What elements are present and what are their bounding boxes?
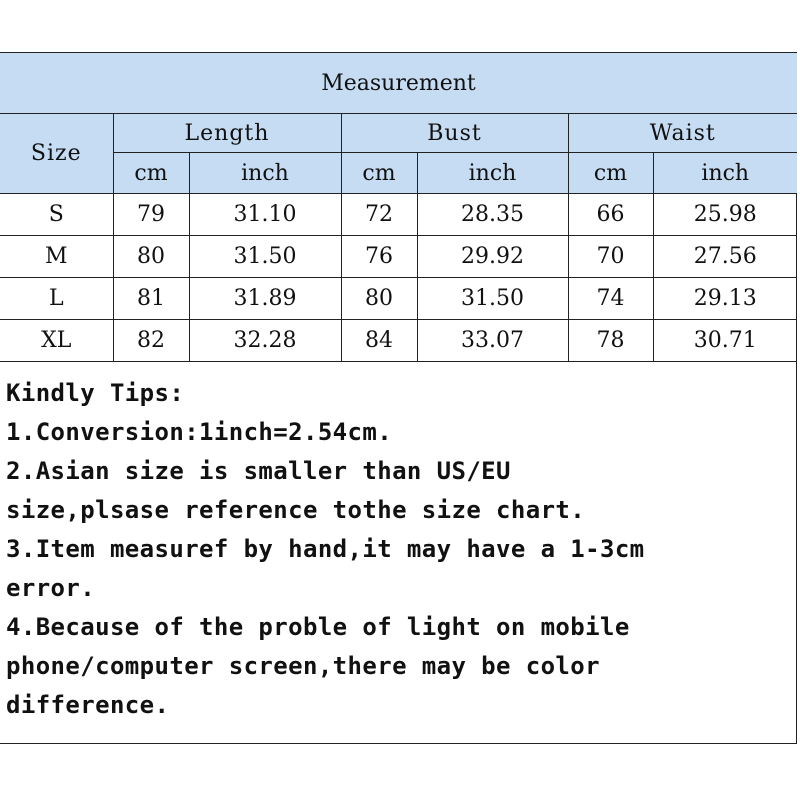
unit-header: inch	[653, 153, 797, 194]
value-cell: 31.89	[189, 278, 341, 320]
table-row	[0, 194, 797, 236]
value-cell: 32.28	[189, 320, 341, 362]
tip-line: phone/computer screen,there may be color	[6, 652, 600, 680]
unit-header: cm	[341, 153, 417, 194]
value-cell: 33.07	[417, 320, 568, 362]
size-cell: XL	[0, 320, 113, 362]
unit-header: inch	[189, 153, 341, 194]
value-cell: 28.35	[417, 194, 568, 236]
value-cell: 30.71	[653, 320, 797, 362]
value-cell: 66	[568, 194, 653, 236]
value-cell: 78	[568, 320, 653, 362]
tips-section	[0, 362, 796, 725]
value-cell: 82	[113, 320, 189, 362]
tip-line: size,plsase reference tothe size chart.	[6, 496, 586, 524]
waist-header: Waist	[568, 114, 797, 153]
table-row	[0, 236, 797, 278]
value-cell: 81	[113, 278, 189, 320]
tip-line: 3.Item measuref by hand,it may have a 1-3cm	[6, 535, 645, 563]
tip-line: 2.Asian size is smaller than US/EU	[6, 457, 511, 485]
value-cell: 76	[341, 236, 417, 278]
table-title: Measurement	[0, 53, 797, 114]
tip-line: 4.Because of the proble of light on mobile	[6, 613, 630, 641]
value-cell: 31.50	[417, 278, 568, 320]
value-cell: 80	[113, 236, 189, 278]
tip-line: error.	[6, 574, 96, 602]
value-cell: 31.10	[189, 194, 341, 236]
value-cell: 72	[341, 194, 417, 236]
value-cell: 27.56	[653, 236, 797, 278]
size-header: Size	[0, 114, 113, 194]
measurement-table	[0, 53, 797, 362]
tip-line: 1.Conversion:1inch=2.54cm.	[6, 418, 393, 446]
tips-heading: Kindly Tips:	[6, 379, 185, 407]
value-cell: 29.92	[417, 236, 568, 278]
value-cell: 25.98	[653, 194, 797, 236]
value-cell: 74	[568, 278, 653, 320]
size-cell: M	[0, 236, 113, 278]
table-row	[0, 320, 797, 362]
value-cell: 80	[341, 278, 417, 320]
size-cell: L	[0, 278, 113, 320]
size-chart	[0, 52, 797, 744]
value-cell: 79	[113, 194, 189, 236]
unit-header: inch	[417, 153, 568, 194]
tip-line: difference.	[6, 691, 170, 719]
size-cell: S	[0, 194, 113, 236]
table-row	[0, 278, 797, 320]
unit-header: cm	[568, 153, 653, 194]
length-header: Length	[113, 114, 341, 153]
value-cell: 29.13	[653, 278, 797, 320]
bust-header: Bust	[341, 114, 568, 153]
value-cell: 84	[341, 320, 417, 362]
value-cell: 31.50	[189, 236, 341, 278]
value-cell: 70	[568, 236, 653, 278]
unit-header: cm	[113, 153, 189, 194]
